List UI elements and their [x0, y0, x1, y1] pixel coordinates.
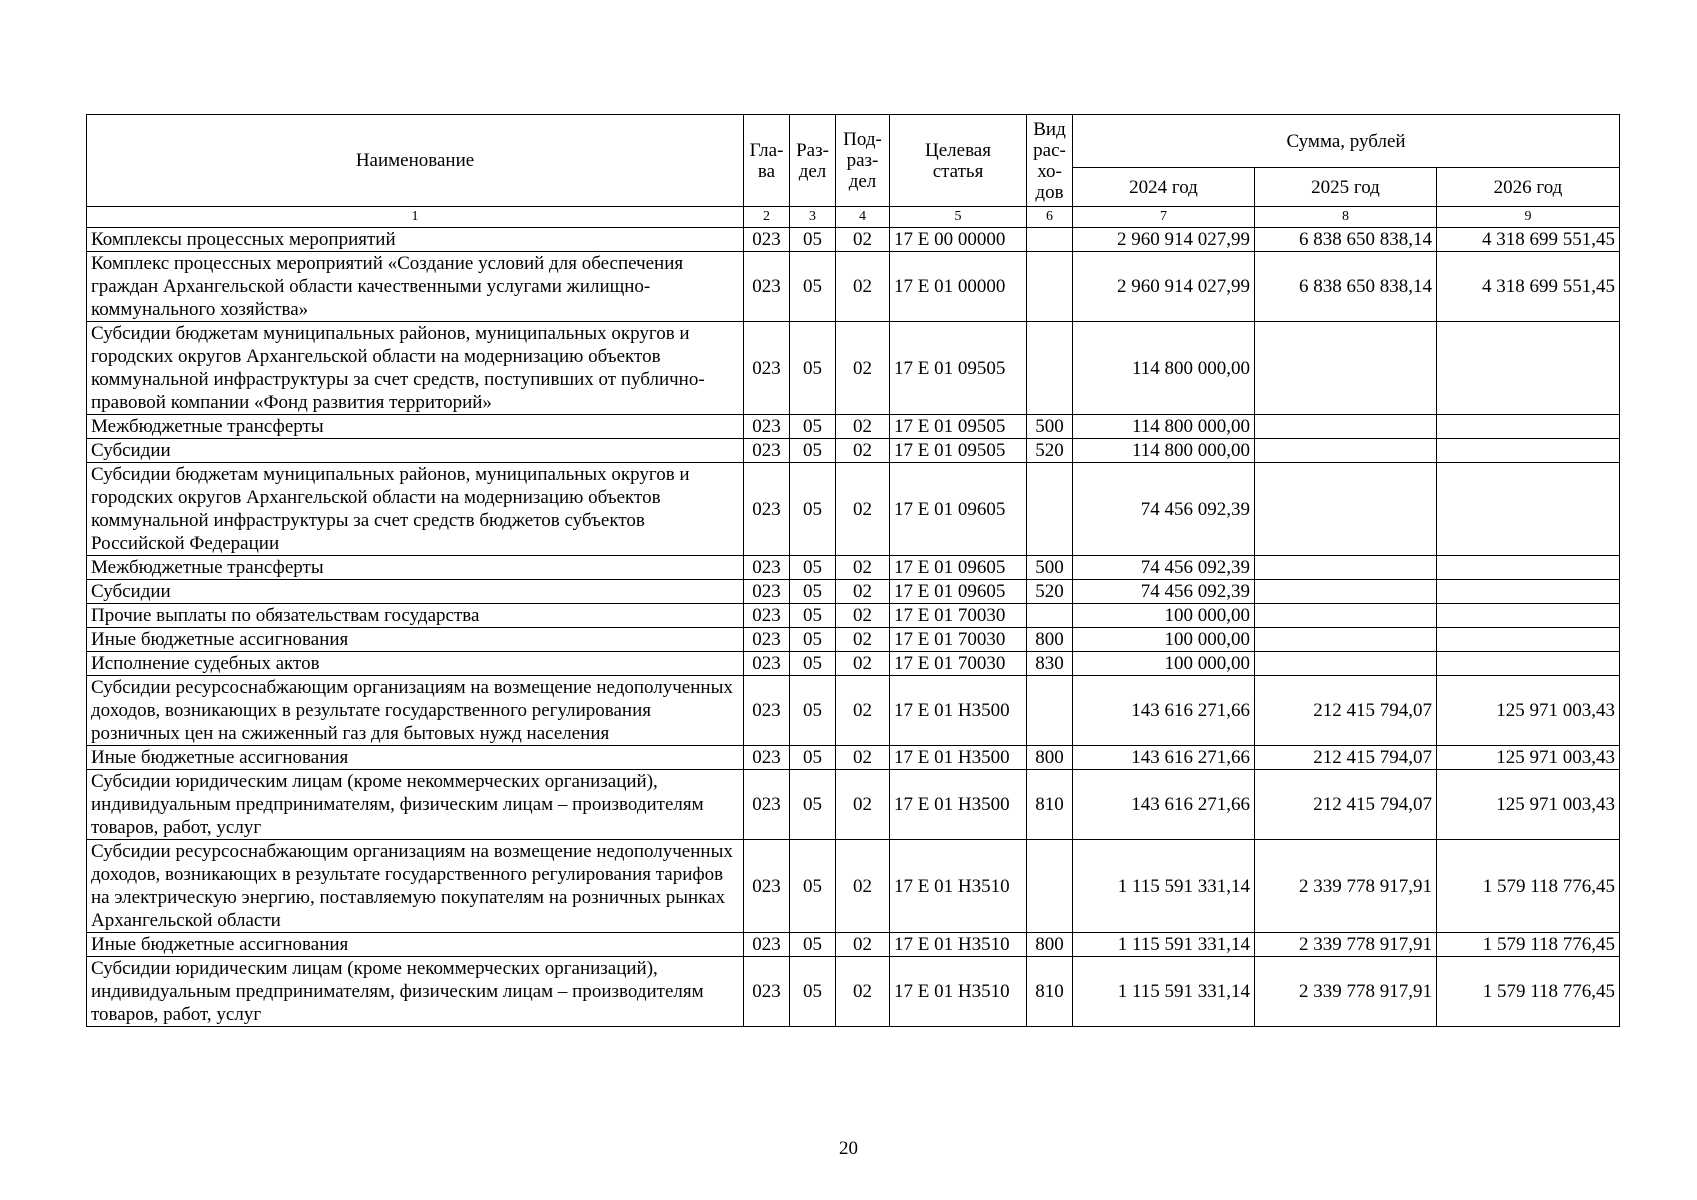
row-vid [1027, 463, 1073, 556]
row-razdel: 05 [790, 840, 836, 933]
row-sum-2025 [1255, 322, 1437, 415]
row-name: Субсидии юридическим лицам (кроме некоммерческих организаций), индивидуальным предпринимателям, физическим лицам – производителям товаров, работ, услуг [87, 770, 744, 840]
row-target: 17 Е 01 Н3500 [890, 746, 1027, 770]
row-sum-2026 [1437, 322, 1620, 415]
row-vid: 810 [1027, 957, 1073, 1027]
row-target: 17 Е 01 09605 [890, 580, 1027, 604]
row-sum-2026 [1437, 439, 1620, 463]
row-sum-2024: 74 456 092,39 [1073, 580, 1255, 604]
row-name: Исполнение судебных актов [87, 652, 744, 676]
row-glava: 023 [744, 439, 790, 463]
row-sum-2024: 143 616 271,66 [1073, 676, 1255, 746]
row-sum-2025 [1255, 439, 1437, 463]
table-row [87, 770, 1620, 840]
row-sum-2026: 1 579 118 776,45 [1437, 957, 1620, 1027]
row-podrazdel: 02 [836, 556, 890, 580]
row-glava: 023 [744, 415, 790, 439]
row-target: 17 Е 01 70030 [890, 628, 1027, 652]
row-target: 17 Е 01 09605 [890, 463, 1027, 556]
header-year-2024: 2024 год [1073, 168, 1255, 207]
row-podrazdel: 02 [836, 252, 890, 322]
row-vid [1027, 840, 1073, 933]
row-name: Иные бюджетные ассигнования [87, 933, 744, 957]
row-sum-2026 [1437, 604, 1620, 628]
row-vid [1027, 252, 1073, 322]
row-glava: 023 [744, 556, 790, 580]
row-razdel: 05 [790, 415, 836, 439]
row-sum-2024: 114 800 000,00 [1073, 415, 1255, 439]
row-sum-2025: 2 339 778 917,91 [1255, 840, 1437, 933]
row-razdel: 05 [790, 228, 836, 252]
row-glava: 023 [744, 652, 790, 676]
row-razdel: 05 [790, 556, 836, 580]
row-sum-2026: 1 579 118 776,45 [1437, 933, 1620, 957]
row-sum-2026: 125 971 003,43 [1437, 676, 1620, 746]
table-row [87, 840, 1620, 933]
row-vid [1027, 322, 1073, 415]
row-vid: 810 [1027, 770, 1073, 840]
row-podrazdel: 02 [836, 604, 890, 628]
row-vid: 500 [1027, 556, 1073, 580]
row-razdel: 05 [790, 463, 836, 556]
row-podrazdel: 02 [836, 746, 890, 770]
row-vid: 500 [1027, 415, 1073, 439]
row-name: Субсидии юридическим лицам (кроме некоммерческих организаций), индивидуальным предпринимателям, физическим лицам – производителям товаров, работ, услуг [87, 957, 744, 1027]
header-glava: Гла- ва [744, 115, 790, 207]
row-glava: 023 [744, 228, 790, 252]
row-sum-2024: 100 000,00 [1073, 604, 1255, 628]
row-razdel: 05 [790, 957, 836, 1027]
row-podrazdel: 02 [836, 628, 890, 652]
header-target: Целевая статья [890, 115, 1027, 207]
row-target: 17 Е 00 00000 [890, 228, 1027, 252]
row-razdel: 05 [790, 628, 836, 652]
row-sum-2024: 74 456 092,39 [1073, 463, 1255, 556]
row-vid: 830 [1027, 652, 1073, 676]
row-target: 17 Е 01 09505 [890, 415, 1027, 439]
row-podrazdel: 02 [836, 580, 890, 604]
row-sum-2025 [1255, 415, 1437, 439]
row-target: 17 Е 01 09505 [890, 322, 1027, 415]
row-vid: 520 [1027, 580, 1073, 604]
row-podrazdel: 02 [836, 957, 890, 1027]
row-sum-2026: 125 971 003,43 [1437, 770, 1620, 840]
row-razdel: 05 [790, 580, 836, 604]
row-razdel: 05 [790, 676, 836, 746]
row-sum-2026 [1437, 463, 1620, 556]
row-glava: 023 [744, 746, 790, 770]
row-sum-2026 [1437, 652, 1620, 676]
row-name: Межбюджетные трансферты [87, 556, 744, 580]
row-name: Субсидии бюджетам муниципальных районов, муниципальных округов и городских округов Архангельской области на модернизацию объектов коммунальной инфраструктуры за счет средств бюджетов субъектов Российской Федерации [87, 463, 744, 556]
table-row [87, 957, 1620, 1027]
column-number: 3 [790, 207, 836, 228]
row-sum-2025 [1255, 628, 1437, 652]
table-row [87, 439, 1620, 463]
row-sum-2025 [1255, 463, 1437, 556]
column-number: 8 [1255, 207, 1437, 228]
header-podrazdel: Под- раз- дел [836, 115, 890, 207]
row-sum-2024: 1 115 591 331,14 [1073, 933, 1255, 957]
row-glava: 023 [744, 463, 790, 556]
row-glava: 023 [744, 840, 790, 933]
row-podrazdel: 02 [836, 770, 890, 840]
header-sum: Сумма, рублей [1073, 115, 1620, 168]
header-year-2026: 2026 год [1437, 168, 1620, 207]
row-sum-2025: 212 415 794,07 [1255, 746, 1437, 770]
row-glava: 023 [744, 580, 790, 604]
row-sum-2025 [1255, 652, 1437, 676]
row-sum-2025: 2 339 778 917,91 [1255, 933, 1437, 957]
row-sum-2024: 2 960 914 027,99 [1073, 252, 1255, 322]
row-sum-2024: 100 000,00 [1073, 652, 1255, 676]
table-row [87, 252, 1620, 322]
row-glava: 023 [744, 933, 790, 957]
column-number: 1 [87, 207, 744, 228]
row-glava: 023 [744, 604, 790, 628]
row-name: Комплексы процессных мероприятий [87, 228, 744, 252]
header-name: Наименование [87, 115, 744, 207]
row-name: Субсидии бюджетам муниципальных районов, муниципальных округов и городских округов Архангельской области на модернизацию объектов коммунальной инфраструктуры за счет средств, поступивших от публично-правовой компании «Фонд развития территорий» [87, 322, 744, 415]
table-row [87, 415, 1620, 439]
row-sum-2024: 1 115 591 331,14 [1073, 957, 1255, 1027]
table-row [87, 676, 1620, 746]
row-sum-2026: 1 579 118 776,45 [1437, 840, 1620, 933]
table-row [87, 628, 1620, 652]
row-target: 17 Е 01 Н3500 [890, 770, 1027, 840]
header-vid: Вид рас- хо- дов [1027, 115, 1073, 207]
row-razdel: 05 [790, 746, 836, 770]
row-glava: 023 [744, 676, 790, 746]
table-row [87, 463, 1620, 556]
row-podrazdel: 02 [836, 676, 890, 746]
row-razdel: 05 [790, 604, 836, 628]
row-vid: 520 [1027, 439, 1073, 463]
row-podrazdel: 02 [836, 840, 890, 933]
row-vid [1027, 676, 1073, 746]
row-sum-2025: 212 415 794,07 [1255, 770, 1437, 840]
row-sum-2025: 6 838 650 838,14 [1255, 228, 1437, 252]
row-name: Межбюджетные трансферты [87, 415, 744, 439]
page-number: 20 [839, 1138, 858, 1159]
row-glava: 023 [744, 322, 790, 415]
row-glava: 023 [744, 957, 790, 1027]
row-sum-2026: 125 971 003,43 [1437, 746, 1620, 770]
row-vid: 800 [1027, 746, 1073, 770]
row-name: Субсидии [87, 439, 744, 463]
row-target: 17 Е 01 09605 [890, 556, 1027, 580]
row-target: 17 Е 01 Н3510 [890, 933, 1027, 957]
table-body [87, 228, 1620, 1027]
row-vid [1027, 604, 1073, 628]
row-sum-2026: 4 318 699 551,45 [1437, 228, 1620, 252]
row-sum-2025 [1255, 604, 1437, 628]
row-glava: 023 [744, 770, 790, 840]
row-podrazdel: 02 [836, 228, 890, 252]
header-year-2025: 2025 год [1255, 168, 1437, 207]
row-sum-2024: 143 616 271,66 [1073, 746, 1255, 770]
row-sum-2026: 4 318 699 551,45 [1437, 252, 1620, 322]
row-podrazdel: 02 [836, 415, 890, 439]
row-sum-2025: 6 838 650 838,14 [1255, 252, 1437, 322]
column-number: 7 [1073, 207, 1255, 228]
row-glava: 023 [744, 252, 790, 322]
row-target: 17 Е 01 Н3500 [890, 676, 1027, 746]
row-sum-2026 [1437, 556, 1620, 580]
row-target: 17 Е 01 70030 [890, 604, 1027, 628]
column-numbers-row [87, 207, 1620, 228]
column-number: 5 [890, 207, 1027, 228]
row-razdel: 05 [790, 322, 836, 415]
row-sum-2024: 100 000,00 [1073, 628, 1255, 652]
row-sum-2024: 143 616 271,66 [1073, 770, 1255, 840]
column-number: 4 [836, 207, 890, 228]
row-target: 17 Е 01 70030 [890, 652, 1027, 676]
row-sum-2024: 2 960 914 027,99 [1073, 228, 1255, 252]
row-razdel: 05 [790, 770, 836, 840]
row-sum-2024: 74 456 092,39 [1073, 556, 1255, 580]
row-name: Комплекс процессных мероприятий «Создание условий для обеспечения граждан Архангельской области качественными услугами жилищно-коммунального хозяйства» [87, 252, 744, 322]
row-razdel: 05 [790, 933, 836, 957]
row-podrazdel: 02 [836, 439, 890, 463]
row-razdel: 05 [790, 652, 836, 676]
row-sum-2026 [1437, 628, 1620, 652]
row-vid [1027, 228, 1073, 252]
row-name: Прочие выплаты по обязательствам государства [87, 604, 744, 628]
row-sum-2026 [1437, 415, 1620, 439]
table-row [87, 228, 1620, 252]
row-sum-2025: 212 415 794,07 [1255, 676, 1437, 746]
row-sum-2024: 114 800 000,00 [1073, 322, 1255, 415]
row-sum-2024: 114 800 000,00 [1073, 439, 1255, 463]
header-razdel: Раз- дел [790, 115, 836, 207]
row-name: Субсидии ресурсоснабжающим организациям на возмещение недополученных доходов, возникающих в результате государственного регулирования розничных цен на сжиженный газ для бытовых нужд населения [87, 676, 744, 746]
column-number: 6 [1027, 207, 1073, 228]
table-row [87, 933, 1620, 957]
row-target: 17 Е 01 Н3510 [890, 840, 1027, 933]
row-name: Иные бюджетные ассигнования [87, 628, 744, 652]
table-row [87, 746, 1620, 770]
row-target: 17 Е 01 00000 [890, 252, 1027, 322]
table-row [87, 652, 1620, 676]
row-razdel: 05 [790, 252, 836, 322]
row-name: Субсидии [87, 580, 744, 604]
column-number: 9 [1437, 207, 1620, 228]
row-glava: 023 [744, 628, 790, 652]
table-row [87, 580, 1620, 604]
row-sum-2026 [1437, 580, 1620, 604]
row-sum-2025: 2 339 778 917,91 [1255, 957, 1437, 1027]
row-sum-2024: 1 115 591 331,14 [1073, 840, 1255, 933]
row-podrazdel: 02 [836, 322, 890, 415]
row-target: 17 Е 01 09505 [890, 439, 1027, 463]
row-razdel: 05 [790, 439, 836, 463]
row-vid: 800 [1027, 628, 1073, 652]
row-name: Иные бюджетные ассигнования [87, 746, 744, 770]
row-sum-2025 [1255, 580, 1437, 604]
row-target: 17 Е 01 Н3510 [890, 957, 1027, 1027]
row-podrazdel: 02 [836, 933, 890, 957]
table-row [87, 322, 1620, 415]
row-podrazdel: 02 [836, 652, 890, 676]
table-row [87, 604, 1620, 628]
row-sum-2025 [1255, 556, 1437, 580]
column-number: 2 [744, 207, 790, 228]
row-podrazdel: 02 [836, 463, 890, 556]
table-row [87, 556, 1620, 580]
header-row [87, 115, 1620, 168]
row-name: Субсидии ресурсоснабжающим организациям на возмещение недополученных доходов, возникающих в результате государственного регулирования тарифов на электрическую энергию, поставляемую покупателям на розничных рынках Архангельской области [87, 840, 744, 933]
row-vid: 800 [1027, 933, 1073, 957]
budget-table [86, 114, 1620, 1027]
